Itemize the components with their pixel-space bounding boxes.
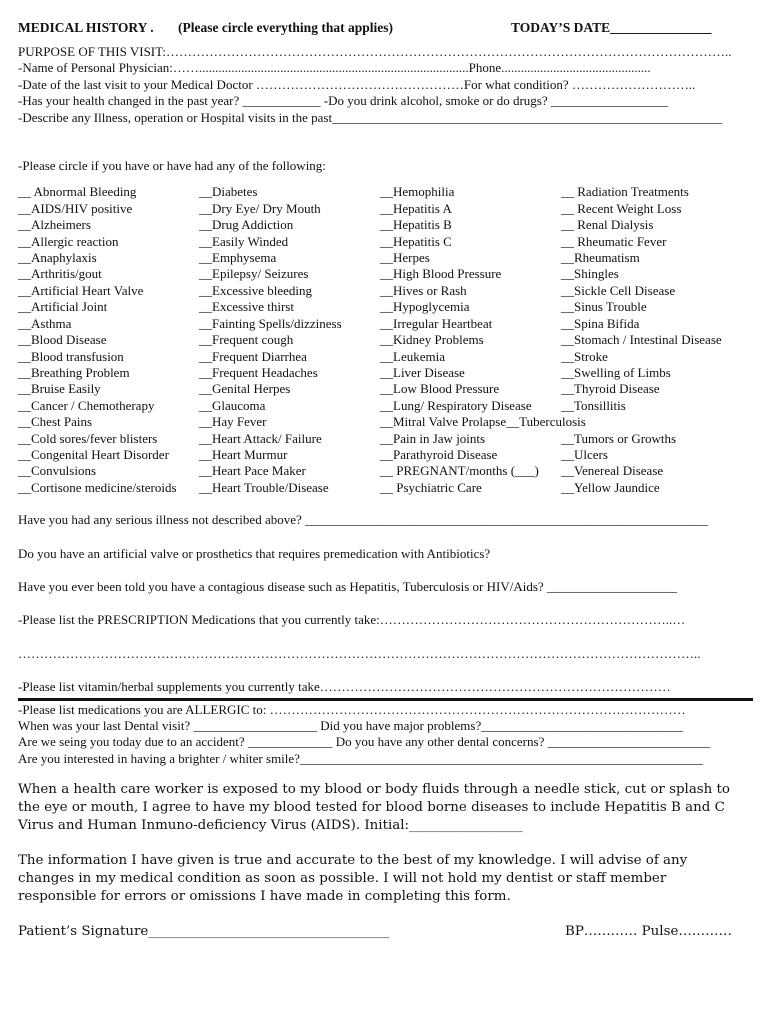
health-change-field[interactable]: -Has your health changed in the past year? ____________ -Do you drink alcohol, smoke or do drugs? __________________ [18,93,668,109]
condition-item[interactable]: __Herpes [380,250,430,266]
patient-signature-field[interactable]: Patient’s Signature____________________________________ [18,924,390,940]
condition-item[interactable]: __Asthma [18,315,72,331]
condition-item[interactable]: __Convulsions [18,463,97,479]
condition-item[interactable]: __Tonsillitis [561,397,626,413]
purpose-of-visit-field[interactable]: PURPOSE OF THIS VISIT:………………………………………………………………………………………………………………….. [18,44,732,59]
condition-item[interactable]: __ Renal Dialysis [561,217,654,233]
form-title: MEDICAL HISTORY . [18,20,154,35]
condition-item[interactable]: __Dry Eye/ Dry Mouth [199,200,321,216]
condition-item[interactable]: __Tumors or Growths [561,430,677,446]
condition-item[interactable]: __AIDS/HIV positive [18,200,133,216]
condition-item[interactable]: __Blood transfusion [18,348,124,364]
condition-item[interactable]: __Stomach / Intestinal Disease [561,332,722,348]
condition-item[interactable]: __Shingles [561,266,619,282]
condition-item[interactable]: __Hypoglycemia [380,299,470,315]
condition-item[interactable]: __Hepatitis C [380,233,452,249]
condition-item[interactable]: __ Recent Weight Loss [561,200,682,216]
attestation-statement: The information I have given is true and accurate to the best of my knowledge. I will advise of any changes in my medical condition as soon as possible. I will not hold my dentist or staff member responsible for errors or omissions I have made in completing this form. [18,853,688,905]
condition-item[interactable]: __Lung/ Respiratory Disease [380,397,532,413]
condition-item[interactable]: __Bruise Easily [18,381,101,397]
condition-item[interactable]: __Yellow Jaundice [561,479,660,495]
condition-item[interactable]: __Excessive bleeding [199,282,312,298]
condition-item[interactable]: __Irregular Heartbeat [380,315,493,331]
signature-row [18,924,753,944]
condition-item[interactable]: __Thyroid Disease [561,381,660,397]
section-divider [18,698,753,701]
prescription-medications-field[interactable]: -Please list the PRESCRIPTION Medications that you currently take:…………………………………………………………..… [18,612,686,628]
condition-item[interactable]: __Epilepsy/ Seizures [199,266,309,282]
prescription-continuation-line[interactable]: ………………………………………………………………………………………………………………………………………….. [18,645,701,661]
condition-item[interactable]: __Breathing Problem [18,364,130,380]
personal-physician-field[interactable]: -Name of Personal Physician:……...................................................................................Phone.............................................. [18,60,651,76]
condition-item[interactable]: __Glaucoma [199,397,266,413]
condition-item[interactable]: __Swelling of Limbs [561,364,671,380]
supplements-field[interactable]: -Please list vitamin/herbal supplements you currently take……………………………………………………………………… [18,679,671,695]
last-doctor-visit-field[interactable]: -Date of the last visit to your Medical Doctor …………………………………………For what condition? ……………………….. [18,76,696,92]
condition-item[interactable]: __Easily Winded [199,233,289,249]
condition-item[interactable]: __Chest Pains [18,414,93,430]
condition-item[interactable]: __Hepatitis A [380,200,452,216]
condition-item[interactable]: __Emphysema [199,250,277,266]
condition-item[interactable]: __Diabetes [199,184,258,200]
condition-item[interactable]: __Ulcers [561,446,608,462]
condition-item[interactable]: __High Blood Pressure [380,266,502,282]
todays-date-field[interactable]: TODAY’S DATE_______________ [511,20,712,35]
condition-item-empty [561,414,753,430]
condition-item[interactable]: __Genital Herpes [199,381,291,397]
condition-item[interactable]: __Parathyroid Disease [380,446,498,462]
condition-item[interactable]: __Leukemia [380,348,445,364]
condition-item[interactable]: __ PREGNANT/months (___) [380,463,539,479]
whiter-smile-question[interactable]: Are you interested in having a brighter / whiter smile?______________________________________________________________ [18,750,703,766]
condition-item[interactable]: __Hives or Rash [380,282,467,298]
condition-item[interactable]: __Drug Addiction [199,217,294,233]
condition-item[interactable]: __ Psychiatric Care [380,479,482,495]
condition-item[interactable]: __Pain in Jaw joints [380,430,486,446]
condition-item[interactable]: __Frequent Headaches [199,364,318,380]
condition-item[interactable]: __Cancer / Chemotherapy [18,397,155,413]
condition-item[interactable]: __Allergic reaction [18,233,119,249]
condition-item[interactable]: __Cortisone medicine/steroids [18,479,177,495]
condition-item[interactable]: __Congenital Heart Disorder [18,446,169,462]
condition-item[interactable]: __Low Blood Pressure [380,381,500,397]
condition-item[interactable]: __Hepatitis B [380,217,452,233]
condition-item[interactable]: __Venereal Disease [561,463,664,479]
form-header [18,20,753,42]
form-instruction: (Please circle everything that applies) [178,20,393,35]
conditions-grid [18,184,753,496]
condition-item[interactable]: __Fainting Spells/dizziness [199,315,342,331]
condition-item[interactable]: __Heart Murmur [199,446,288,462]
accident-question[interactable]: Are we seing you today due to an accident? _____________ Do you have any other dental concerns? _________________________ [18,734,711,750]
blood-exposure-consent: When a health care worker is exposed to my blood or body fluids through a needle stick, cut or splash to the eye or mouth, I agree to have my blood tested for blood borne diseases to include Hepatitis B and C Virus and Human Inmuno-deficiency Virus (AIDS). Initial:_________________ [18,782,730,834]
condition-item[interactable]: __Sickle Cell Disease [561,282,676,298]
condition-item[interactable]: __Blood Disease [18,332,107,348]
condition-item[interactable]: __Artificial Joint [18,299,108,315]
condition-item[interactable]: __Rheumatism [561,250,640,266]
allergic-medications-field[interactable]: -Please list medications you are ALLERGIC to: …………………………………………………………………………………… [18,701,686,717]
condition-item[interactable]: __Kidney Problems [380,332,484,348]
condition-item[interactable]: __ Rheumatic Fever [561,233,667,249]
condition-item[interactable]: __Liver Disease [380,364,465,380]
condition-item[interactable]: __Stroke [561,348,608,364]
condition-item[interactable]: __Frequent cough [199,332,294,348]
condition-item[interactable]: __Heart Pace Maker [199,463,306,479]
condition-item[interactable]: __Cold sores/fever blisters [18,430,158,446]
condition-item[interactable]: __Excessive thirst [199,299,294,315]
condition-item[interactable]: __Mitral Valve Prolapse__Tuberculosis [380,414,586,430]
condition-item[interactable]: __Heart Trouble/Disease [199,479,329,495]
circle-conditions-prompt: -Please circle if you have or have had any of the following: [18,158,326,174]
vitals-field[interactable]: BP………… Pulse………… [565,924,732,940]
contagious-disease-question[interactable]: Have you ever been told you have a contagious disease such as Hepatitis, Tuberculosis or HIV/Aids? ____________________ [18,578,677,594]
medical-history-form [18,20,753,944]
illness-history-field[interactable]: -Describe any Illness, operation or Hospital visits in the past____________________________________________________________ [18,109,723,125]
last-dental-visit-field[interactable]: When was your last Dental visit? ___________________ Did you have major problems?_______________________________ [18,718,683,733]
condition-item[interactable]: __Frequent Diarrhea [199,348,307,364]
condition-item[interactable]: __Heart Attack/ Failure [199,430,322,446]
condition-item[interactable]: __Hemophilia [380,184,455,200]
conditions-column-2 [199,184,380,496]
condition-item[interactable]: __ Radiation Treatments [561,184,689,200]
artificial-valve-question[interactable]: Do you have an artificial valve or prosthetics that requires premedication with Antibiotics? [18,545,491,561]
condition-item[interactable]: __Arthritis/gout [18,266,102,282]
condition-item[interactable]: __Hay Fever [199,414,267,430]
condition-item[interactable]: __Sinus Trouble [561,299,647,315]
conditions-column-1 [18,184,199,496]
condition-item[interactable]: __Alzheimers [18,217,91,233]
condition-item[interactable]: __Artificial Heart Valve [18,282,144,298]
condition-item[interactable]: __Anaphylaxis [18,250,97,266]
condition-item[interactable]: __ Abnormal Bleeding [18,184,137,200]
serious-illness-question[interactable]: Have you had any serious illness not described above? ______________________________________________________________ [18,512,709,528]
conditions-column-4 [561,184,753,496]
condition-item[interactable]: __Spina Bifida [561,315,640,331]
